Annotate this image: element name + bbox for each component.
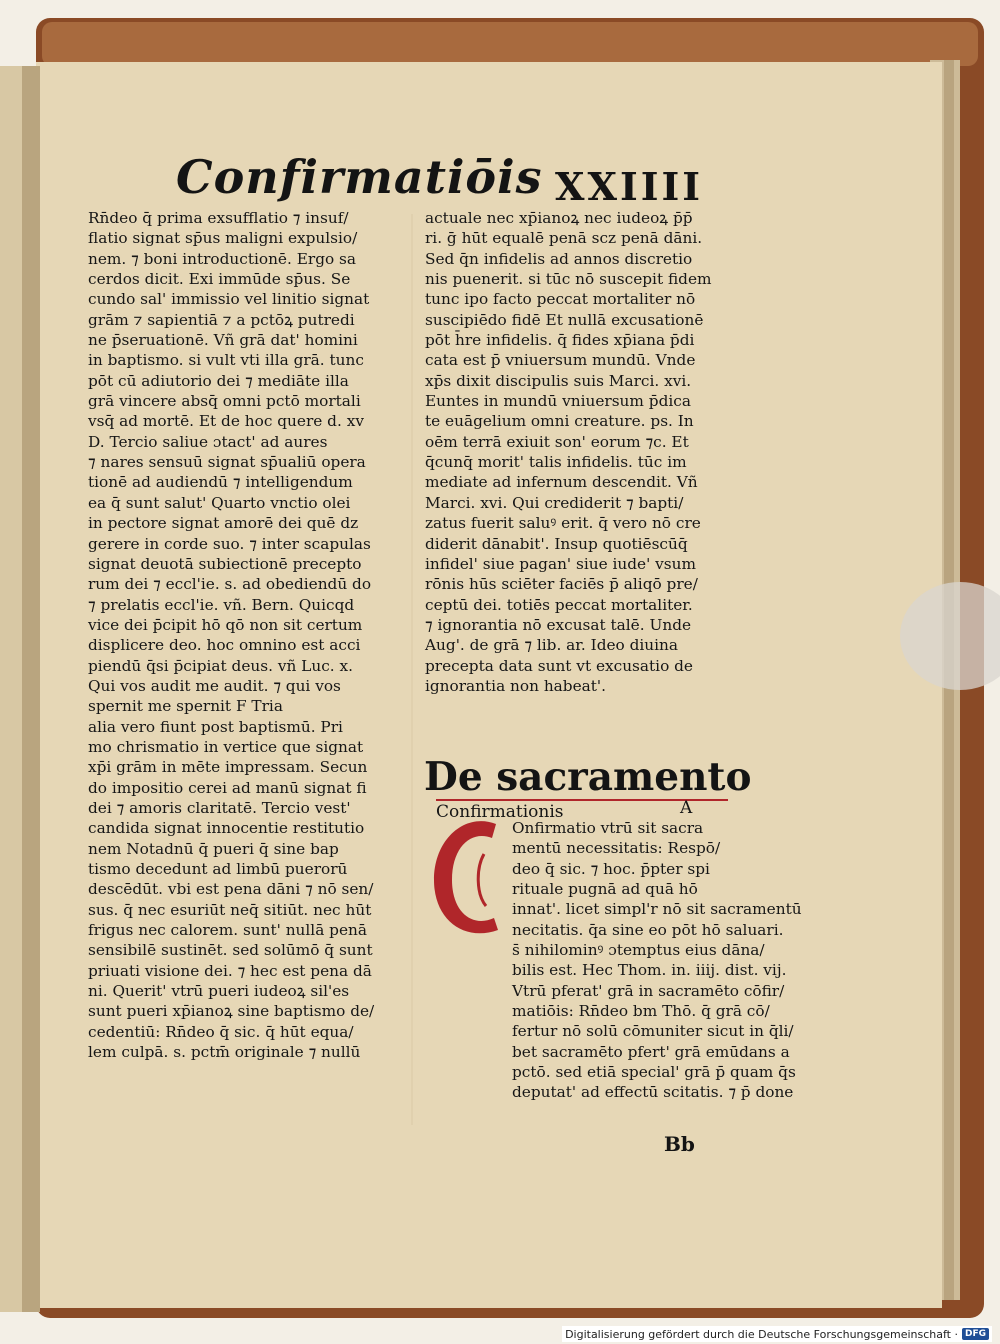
text-line: pōt h̄re infidelis. q̄ fides xp̄iana p̄di	[425, 331, 695, 350]
text-line: rōnis hūs sciēter faciēs p̄ aliqō pre/	[425, 575, 698, 594]
text-line: signat deuotā subiectionē precepto	[88, 554, 362, 573]
text-line: dei ⁊ amoris claritatē. Tercio vest'	[88, 798, 351, 817]
text-line: Vtrū pferat' grā in sacramēto cōfir/	[512, 981, 785, 1000]
text-line: candida signat innocentie restitutio	[88, 819, 365, 838]
text-line: pōt cū adiutorio dei ⁊ mediāte illa	[88, 371, 349, 390]
section-subheading: Confirmationis	[436, 802, 564, 822]
text-line: necitatis. q̄a sine eo pōt hō saluari.	[512, 920, 784, 939]
text-line: in pectore signat amorē dei quē dz	[88, 514, 359, 533]
text-line: tismo decedunt ad limbū puerorū	[88, 860, 348, 878]
text-line: sensibilē sustinēt. sed solūmō q̄ sunt	[88, 941, 373, 960]
text-line: lem culpā. s. pctm̄ originale ⁊ nullū	[88, 1043, 361, 1062]
text-line: mo chrismatio in vertice que signat	[88, 737, 364, 756]
text-line: ⁊ nares sensuū signat sp̄ualiū opera	[88, 453, 366, 472]
text-line: cedentiū: Rn̄deo q̄ sic. q̄ hūt equa/	[88, 1022, 354, 1041]
funding-footer	[562, 1326, 992, 1342]
text-line: precepta data sunt vt excusatio de	[425, 656, 693, 675]
text-line: te euāgelium omni creature. ps. In	[425, 412, 694, 431]
running-head: Confirmatiōis	[176, 150, 543, 204]
section-heading: De sacramento	[424, 754, 752, 800]
text-line: Euntes in mundū vniuersum p̄dica	[425, 392, 691, 411]
text-line: suscipiēdo fidē Et nullā excusationē	[425, 310, 704, 329]
text-line: ea q̄ sunt salut' Quarto vnctio olei	[88, 493, 351, 512]
text-line: s̄ nihilominꝰ ɔtemptus eius dāna/	[512, 941, 765, 960]
dfg-logo: DFG	[962, 1328, 989, 1340]
text-line: priuati visione dei. ⁊ hec est pena dā	[88, 961, 372, 980]
left-text-column	[88, 208, 408, 1062]
text-line: Marci. xvi. Qui crediderit ⁊ bapti/	[425, 493, 684, 512]
footer-text: Digitalisierung gefördert durch die Deutsche Forschungsgemeinschaft ·	[565, 1327, 958, 1341]
section-text-column	[512, 818, 802, 1103]
text-line: tunc ipo facto peccat mortaliter nō	[425, 290, 696, 309]
text-line: xp̄i grām in mēte impressam. Secun	[88, 758, 368, 777]
text-line: ⁊ prelatis eccl'ie. vñ. Bern. Quicqd	[88, 595, 355, 614]
text-line: innat'. licet simpl'r nō sit sacramentū	[512, 900, 802, 919]
section-mark: A	[680, 798, 693, 818]
text-line: nem Notadnū q̄ pueri q̄ sine bap	[88, 839, 339, 858]
text-line: ⁊ ignorantia nō excusat talē. Unde	[425, 615, 692, 634]
text-line: q̄cunq̄ morit' talis infidelis. tūc im	[425, 453, 687, 472]
text-line: tionē ad audiendū ⁊ intelligendum	[88, 473, 353, 492]
text-line: displicere deo. hoc omnino est acci	[88, 636, 361, 655]
text-line: vsq̄ ad mortē. Et de hoc quere d. xv	[88, 412, 364, 431]
text-line: sus. q̄ nec esuriūt neq̄ sitiūt. nec hūt	[88, 900, 372, 919]
text-line: cerdos dicit. Exi immūde sp̄us. Se	[88, 270, 351, 289]
text-line: deputat' ad effectū scitatis. ⁊ p̄ done	[512, 1083, 794, 1102]
text-line: gerere in corde suo. ⁊ inter scapulas	[88, 534, 371, 553]
text-line: nem. ⁊ boni introductionē. Ergo sa	[88, 249, 357, 268]
text-line: matiōis: Rn̄deo bm Thō. q̄ grā cō/	[512, 1002, 770, 1021]
text-line: rum dei ⁊ eccl'ie. s. ad obediendū do	[88, 575, 372, 594]
text-line: spernit me spernit F Tria	[88, 697, 283, 716]
text-line: rituale pugnā ad quā hō	[512, 880, 698, 899]
text-line: ignorantia non habeat'.	[425, 676, 606, 695]
text-line: do impositio cerei ad manū signat fi	[88, 778, 367, 797]
text-line: mentū necessitatis: Respō/	[512, 839, 721, 858]
text-line: D. Tercio saliue ɔtact' ad aures	[88, 432, 328, 451]
text-line: frigus nec calorem. sunt' nullā penā	[88, 921, 367, 940]
text-line: mediate ad infernum descendit. Vñ	[425, 473, 698, 492]
text-line: oēm terrā exiuit son' eorum ⁊c. Et	[425, 432, 689, 451]
text-line: xp̄s dixit discipulis suis Marci. xvi.	[425, 371, 692, 390]
text-line: Rn̄deo q̄ prima exsufflatio ⁊ insuf/	[88, 209, 349, 227]
text-line: in baptismo. si vult vti illa grā. tunc	[88, 351, 364, 370]
folio-number: XXIIII	[555, 164, 704, 209]
text-line: vice dei p̄cipit hō qō non sit certum	[88, 615, 363, 634]
text-line: ceptū dei. totiēs peccat mortaliter.	[425, 595, 693, 614]
text-line: ri. ḡ hūt equalē penā scz penā dāni.	[425, 229, 703, 248]
text-line: grām ⁊ sapientiā ⁊ a pctōꝝ putredi	[88, 310, 355, 329]
text-line: cata est p̄ vniuersum mundū. Vnde	[425, 351, 696, 370]
text-line: zatus fuerit saluꝰ erit. q̄ vero nō cre	[425, 514, 701, 533]
text-line: fertur nō solū cōmuniter sicut in q̄li/	[512, 1022, 794, 1041]
text-line: infidel' siue pagan' siue iude' vsum	[425, 554, 697, 573]
text-line: deo q̄ sic. ⁊ hoc. p̄pter spi	[512, 859, 710, 878]
text-line: Onfirmatio vtrū sit sacra	[512, 819, 704, 837]
text-line: flatio signat sp̄us maligni expulsio/	[88, 229, 358, 248]
text-line: pctō. sed etiā special' grā p̄ quam q̄s	[512, 1063, 796, 1082]
text-line: ne p̄seruationē. Vñ grā dat' homini	[88, 331, 358, 350]
text-line: bet sacramēto pfert' grā emūdans a	[512, 1042, 790, 1061]
text-line: descēdūt. vbi est pena dāni ⁊ nō sen/	[88, 880, 374, 899]
text-line: bilis est. Hec Thom. in. iiij. dist. vij.	[512, 961, 787, 980]
text-line: Aug'. de grā ⁊ lib. ar. Ideo diuina	[425, 636, 679, 655]
text-line: Qui vos audit me audit. ⁊ qui vos	[88, 676, 341, 695]
text-line: alia vero fiunt post baptismū. Pri	[88, 717, 343, 736]
right-text-column	[425, 208, 745, 696]
text-line: ni. Querit' vtrū pueri iudeoꝝ sil'es	[88, 982, 350, 1001]
text-line: nis puenerit. si tūc nō suscepit fidem	[425, 270, 712, 289]
cover-top-edge	[42, 22, 978, 66]
text-line: piendū q̄si p̄cipiat deus. vñ Luc. x.	[88, 656, 353, 675]
signature-mark: Bb	[664, 1132, 695, 1156]
gutter	[22, 66, 40, 1312]
left-page-edge	[0, 66, 24, 1312]
text-line: diderit dānabit'. Insup quotiēscūq̄	[425, 534, 688, 553]
text-line: cundo sal' immissio vel linitio signat	[88, 290, 370, 309]
text-line: grā vincere absq̄ omni pctō mortali	[88, 392, 361, 411]
rubricated-initial-c	[426, 808, 518, 946]
text-line: Sed q̄n infidelis ad annos discretio	[425, 249, 693, 268]
text-line: actuale nec xp̄ianoꝝ nec iudeoꝝ p̄p̄	[425, 209, 693, 227]
text-line: sunt pueri xp̄ianoꝝ sine baptismo de/	[88, 1002, 375, 1021]
